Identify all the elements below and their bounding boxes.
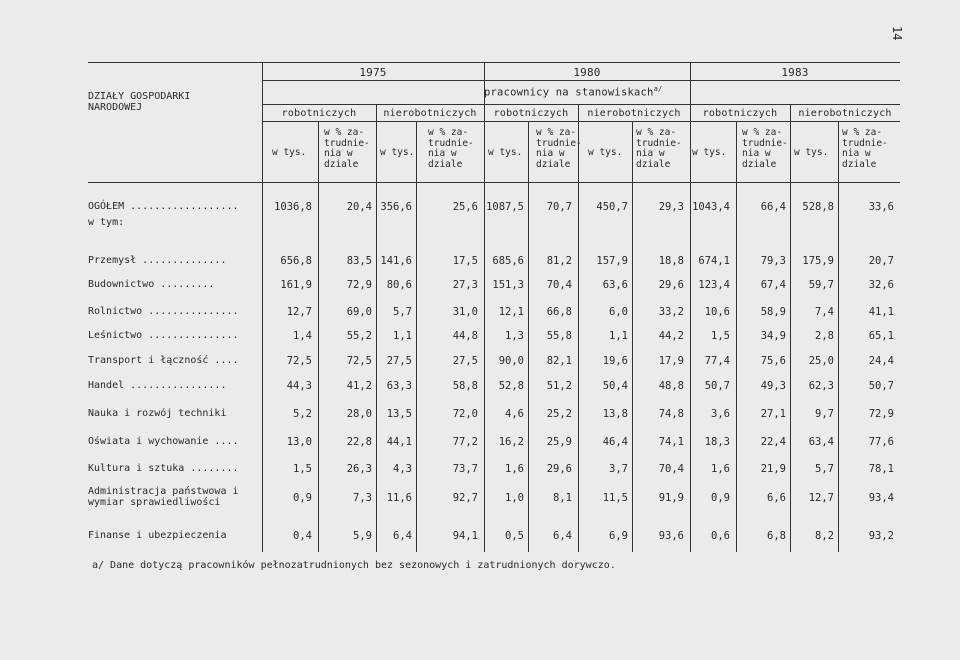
table-cell: 44,3 <box>286 380 312 392</box>
col-line <box>416 121 417 552</box>
table-cell: 0,9 <box>711 492 730 504</box>
table-cell: 44,8 <box>452 330 478 342</box>
table-cell: 17,5 <box>452 255 478 267</box>
table-cell: 25,6 <box>452 201 478 213</box>
table-cell: 528,8 <box>802 201 834 213</box>
table-cell: 16,2 <box>498 436 524 448</box>
header-bottom-rule <box>88 182 900 183</box>
table-cell: 20,4 <box>346 201 372 213</box>
table-cell: 141,6 <box>380 255 412 267</box>
table-cell: 93,4 <box>868 492 894 504</box>
sub-thous: w tys. <box>692 147 727 158</box>
col-line <box>578 104 579 552</box>
table-cell: 8,2 <box>815 530 834 542</box>
table-cell: 5,7 <box>393 306 412 318</box>
row-label: Kultura i sztuka ........ <box>88 463 239 474</box>
sub-thous: w tys. <box>588 147 623 158</box>
table-cell: 157,9 <box>596 255 628 267</box>
table-cell: 12,7 <box>808 492 834 504</box>
table-cell: 94,1 <box>452 530 478 542</box>
table-cell: 17,9 <box>658 355 684 367</box>
table-cell: 81,2 <box>546 255 572 267</box>
table-cell: 29,6 <box>546 463 572 475</box>
table-cell: 73,7 <box>452 463 478 475</box>
table-cell: 66,4 <box>760 201 786 213</box>
table-cell: 656,8 <box>280 255 312 267</box>
table-cell: 0,4 <box>293 530 312 542</box>
group-rule-bottom <box>262 121 900 122</box>
table-cell: 63,6 <box>602 279 628 291</box>
table-cell: 1036,8 <box>274 201 312 213</box>
table-cell: 72,0 <box>452 408 478 420</box>
table-cell: 46,4 <box>602 436 628 448</box>
sub-pct: w % za- trudnie- nia w dziale <box>842 127 888 170</box>
table-cell: 6,9 <box>609 530 628 542</box>
table-cell: 1,4 <box>293 330 312 342</box>
table-cell: 92,7 <box>452 492 478 504</box>
table-cell: 25,2 <box>546 408 572 420</box>
table-cell: 62,3 <box>808 380 834 392</box>
table-cell: 18,3 <box>704 436 730 448</box>
group-header: robotniczych <box>493 108 569 119</box>
table-cell: 74,1 <box>658 436 684 448</box>
table-cell: 52,8 <box>498 380 524 392</box>
sub-pct: w % za- trudnie- nia w dziale <box>324 127 370 170</box>
table-cell: 67,4 <box>760 279 786 291</box>
table-cell: 63,4 <box>808 436 834 448</box>
table-cell: 2,8 <box>815 330 834 342</box>
top-rule <box>88 62 900 63</box>
table-cell: 22,8 <box>346 436 372 448</box>
table-cell: 6,6 <box>767 492 786 504</box>
table-cell: 6,0 <box>609 306 628 318</box>
table-cell: 93,6 <box>658 530 684 542</box>
table-cell: 5,2 <box>293 408 312 420</box>
table-cell: 41,2 <box>346 380 372 392</box>
year-1980: 1980 <box>573 66 601 79</box>
table-cell: 90,0 <box>498 355 524 367</box>
group-header: nierobotniczych <box>587 108 681 119</box>
table-cell: 25,0 <box>808 355 834 367</box>
table-cell: 33,2 <box>658 306 684 318</box>
group-header: robotniczych <box>702 108 778 119</box>
table-cell: 75,6 <box>760 355 786 367</box>
table-cell: 1,1 <box>393 330 412 342</box>
table-cell: 69,0 <box>346 306 372 318</box>
table-cell: 674,1 <box>698 255 730 267</box>
table-cell: 27,1 <box>760 408 786 420</box>
table-cell: 27,5 <box>452 355 478 367</box>
table-cell: 685,6 <box>492 255 524 267</box>
table-cell: 9,7 <box>815 408 834 420</box>
table-cell: 13,8 <box>602 408 628 420</box>
table-cell: 151,3 <box>492 279 524 291</box>
table-cell: 63,3 <box>386 380 412 392</box>
table-cell: 5,9 <box>353 530 372 542</box>
table-cell: 26,3 <box>346 463 372 475</box>
table-cell: 6,4 <box>553 530 572 542</box>
table-cell: 59,7 <box>808 279 834 291</box>
table-cell: 79,3 <box>760 255 786 267</box>
year-1983: 1983 <box>781 66 809 79</box>
table-cell: 34,9 <box>760 330 786 342</box>
table-cell: 1,5 <box>293 463 312 475</box>
table-cell: 450,7 <box>596 201 628 213</box>
row-label: Nauka i rozwój techniki <box>88 408 227 419</box>
table-cell: 13,5 <box>386 408 412 420</box>
table-cell: 91,9 <box>658 492 684 504</box>
table-cell: 13,0 <box>286 436 312 448</box>
table-cell: 58,8 <box>452 380 478 392</box>
table-cell: 80,6 <box>386 279 412 291</box>
page-number: 14 <box>890 26 904 41</box>
table-cell: 4,6 <box>505 408 524 420</box>
footnote: a/ Dane dotyczą pracowników pełnozatrudnionych bez sezonowych i zatrudnionych dorywczo. <box>92 560 616 571</box>
sub-thous: w tys. <box>380 147 415 158</box>
year-rule <box>262 80 900 81</box>
table-cell: 161,9 <box>280 279 312 291</box>
row-label: Handel ................ <box>88 380 227 391</box>
table-cell: 12,1 <box>498 306 524 318</box>
row-label: Finanse i ubezpieczenia <box>88 530 227 541</box>
table-cell: 44,2 <box>658 330 684 342</box>
group-header: nierobotniczych <box>383 108 477 119</box>
table-cell: 1,5 <box>711 330 730 342</box>
table-cell: 58,9 <box>760 306 786 318</box>
note-1980: pracownicy na stanowiskach$^{a/}$ <box>484 85 663 99</box>
row-label: Transport i łączność .... <box>88 355 239 366</box>
table-cell: 19,6 <box>602 355 628 367</box>
table-cell: 175,9 <box>802 255 834 267</box>
row-label: Rolnictwo ............... <box>88 306 239 317</box>
table-cell: 77,6 <box>868 436 894 448</box>
table-cell: 33,6 <box>868 201 894 213</box>
table-cell: 70,4 <box>546 279 572 291</box>
table-cell: 7,3 <box>353 492 372 504</box>
table-cell: 93,2 <box>868 530 894 542</box>
group-rule-top <box>262 104 900 105</box>
table-cell: 0,6 <box>711 530 730 542</box>
table-cell: 1043,4 <box>692 201 730 213</box>
table-cell: 32,6 <box>868 279 894 291</box>
table-cell: 1,6 <box>711 463 730 475</box>
table-cell: 77,4 <box>704 355 730 367</box>
table-cell: 48,8 <box>658 380 684 392</box>
table-cell: 1,0 <box>505 492 524 504</box>
table-cell: 70,7 <box>546 201 572 213</box>
table-cell: 1087,5 <box>486 201 524 213</box>
table-cell: 27,3 <box>452 279 478 291</box>
table-cell: 5,7 <box>815 463 834 475</box>
table-cell: 77,2 <box>452 436 478 448</box>
table-cell: 22,4 <box>760 436 786 448</box>
corner-label: DZIAŁY GOSPODARKI NARODOWEJ <box>88 91 191 113</box>
row-label: w tym: <box>88 217 125 228</box>
table-cell: 29,3 <box>658 201 684 213</box>
table-cell: 11,5 <box>602 492 628 504</box>
table-cell: 82,1 <box>546 355 572 367</box>
table-cell: 11,6 <box>386 492 412 504</box>
row-label: Leśnictwo ............... <box>88 330 239 341</box>
table-cell: 78,1 <box>868 463 894 475</box>
sub-pct: w % za- trudnie- nia w dziale <box>636 127 682 170</box>
table-cell: 6,4 <box>393 530 412 542</box>
table-cell: 3,6 <box>711 408 730 420</box>
table-cell: 0,5 <box>505 530 524 542</box>
group-header: nierobotniczych <box>798 108 892 119</box>
table-cell: 66,8 <box>546 306 572 318</box>
table-cell: 83,5 <box>346 255 372 267</box>
table-cell: 50,7 <box>704 380 730 392</box>
table-cell: 18,8 <box>658 255 684 267</box>
table-cell: 55,8 <box>546 330 572 342</box>
sub-thous: w tys. <box>794 147 829 158</box>
table-cell: 3,7 <box>609 463 628 475</box>
sub-pct: w % za- trudnie- nia w dziale <box>428 127 474 170</box>
table-cell: 0,9 <box>293 492 312 504</box>
table-cell: 41,1 <box>868 306 894 318</box>
table-cell: 72,9 <box>346 279 372 291</box>
sub-thous: w tys. <box>488 147 523 158</box>
table-cell: 21,9 <box>760 463 786 475</box>
sub-pct: w % za- trudnie- nia w dziale <box>742 127 788 170</box>
table-cell: 72,9 <box>868 408 894 420</box>
table-cell: 49,3 <box>760 380 786 392</box>
table-cell: 72,5 <box>346 355 372 367</box>
table-cell: 65,1 <box>868 330 894 342</box>
table-cell: 50,4 <box>602 380 628 392</box>
table-cell: 123,4 <box>698 279 730 291</box>
table-cell: 50,7 <box>868 380 894 392</box>
table-cell: 29,6 <box>658 279 684 291</box>
table-cell: 8,1 <box>553 492 572 504</box>
row-label: Administracja państwowa i wymiar sprawiedliwości <box>88 486 239 508</box>
table-cell: 28,0 <box>346 408 372 420</box>
row-label: Przemysł .............. <box>88 255 227 266</box>
table-cell: 12,7 <box>286 306 312 318</box>
table-cell: 20,7 <box>868 255 894 267</box>
table-cell: 1,3 <box>505 330 524 342</box>
row-label: OGÓŁEM .................. <box>88 201 239 212</box>
table-cell: 72,5 <box>286 355 312 367</box>
row-label: Oświata i wychowanie .... <box>88 436 239 447</box>
table-cell: 25,9 <box>546 436 572 448</box>
table-cell: 4,3 <box>393 463 412 475</box>
table-cell: 356,6 <box>380 201 412 213</box>
table-cell: 55,2 <box>346 330 372 342</box>
table-cell: 1,6 <box>505 463 524 475</box>
table-cell: 74,8 <box>658 408 684 420</box>
table-cell: 10,6 <box>704 306 730 318</box>
table-cell: 24,4 <box>868 355 894 367</box>
group-header: robotniczych <box>281 108 357 119</box>
col-line <box>376 104 377 552</box>
col-line <box>790 104 791 552</box>
table-cell: 51,2 <box>546 380 572 392</box>
table-cell: 1,1 <box>609 330 628 342</box>
sub-pct: w % za- trudnie- nia w dziale <box>536 127 582 170</box>
year-1975: 1975 <box>359 66 387 79</box>
table-cell: 44,1 <box>386 436 412 448</box>
row-label: Budownictwo ......... <box>88 279 215 290</box>
table-cell: 6,8 <box>767 530 786 542</box>
table-cell: 27,5 <box>386 355 412 367</box>
table-cell: 70,4 <box>658 463 684 475</box>
sub-thous: w tys. <box>272 147 307 158</box>
table-cell: 31,0 <box>452 306 478 318</box>
table-cell: 7,4 <box>815 306 834 318</box>
